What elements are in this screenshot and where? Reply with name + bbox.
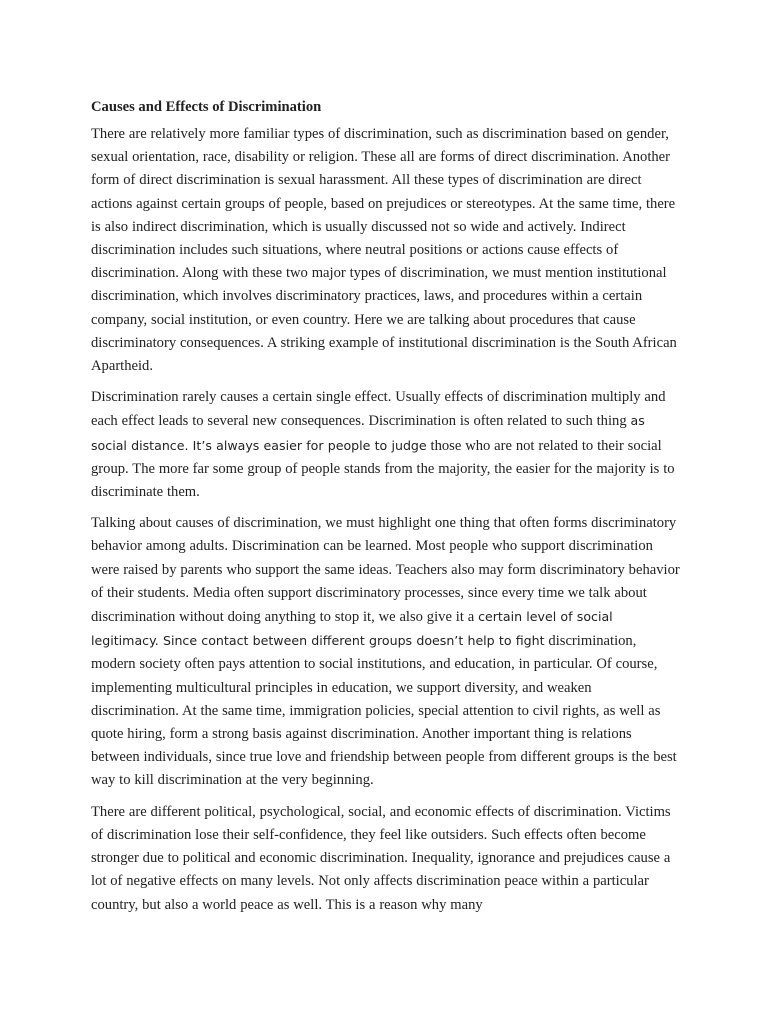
paragraph-text-alt-font: as social distance. It’s always easier for people to judge (91, 413, 645, 453)
document-page (91, 97, 683, 925)
paragraph-effects-detail: There are different political, psychological, social, and economic effects of discrimination. Victims of discrimination lose their self-confidence, they feel like outsiders. Such effects often become stronger due to political and economic discrimination. Inequality, ignorance and prejudices cause a lot of negative effects on many levels. Not only affects discrimination peace within a particular country, but also a world peace as well. This is a reason why many (91, 803, 671, 913)
paragraph-effects-intro (91, 386, 683, 504)
paragraph-text: Talking about causes of discrimination, we must highlight one thing that often forms discriminatory behavior among adults. Discrimination can be learned. Most people who support discrimination were raised by parents who support the same ideas. Teachers also may form discriminatory behavior of their students. Media often support discriminatory processes, since every time we talk about discrimination without doing anything to stop it, we also give it a (91, 515, 680, 626)
paragraph-causes (91, 512, 683, 792)
paragraph-text: Discrimination rarely causes a certain single effect. Usually effects of discrimination multiply and each effect leads to several new consequences. Discrimination is often related to such thing (91, 389, 666, 430)
paragraph-types: There are relatively more familiar types of discrimination, such as discrimination based on gender, sexual orientation, race, disability or religion. These all are forms of direct discrimination. Another form of direct discrimination is sexual harassment. All these types of discrimination are direct actions against certain groups of people, based on prejudices or stereotypes. At the same time, there is also indirect discrimination, which is usually discussed not so wide and actively. Indirect discrimination includes such situations, where neutral positions or actions cause effects of discrimination. Along with these two major types of discrimination, we must mention institutional discrimination, which involves discriminatory practices, laws, and procedures within a certain company, social institution, or even country. Here we are talking about procedures that cause discriminatory consequences. A striking example of institutional discrimination is the South African Apartheid. (91, 126, 677, 375)
document-title: Causes and Effects of Discrimination (91, 99, 322, 115)
paragraph-text: discrimination, modern society often pays attention to social institutions, and education, in particular. Of course, implementing multicultural principles in education, we support diversity, and weaken discrimination. At the same time, immigration policies, special attention to civil rights, as well as quote hiring, form a strong basis against discrimination. Another important thing is relations between individuals, since true love and friendship between people from different groups is the best way to kill discrimination at the very beginning. (91, 633, 677, 789)
paragraph-text: those who are not related to their social group. The more far some group of people stands from the majority, the easier for the majority is to discriminate them. (91, 437, 675, 501)
paragraph-text-alt-font: certain level of social legitimacy. Since contact between different groups doesn’t help to fight (91, 609, 613, 649)
